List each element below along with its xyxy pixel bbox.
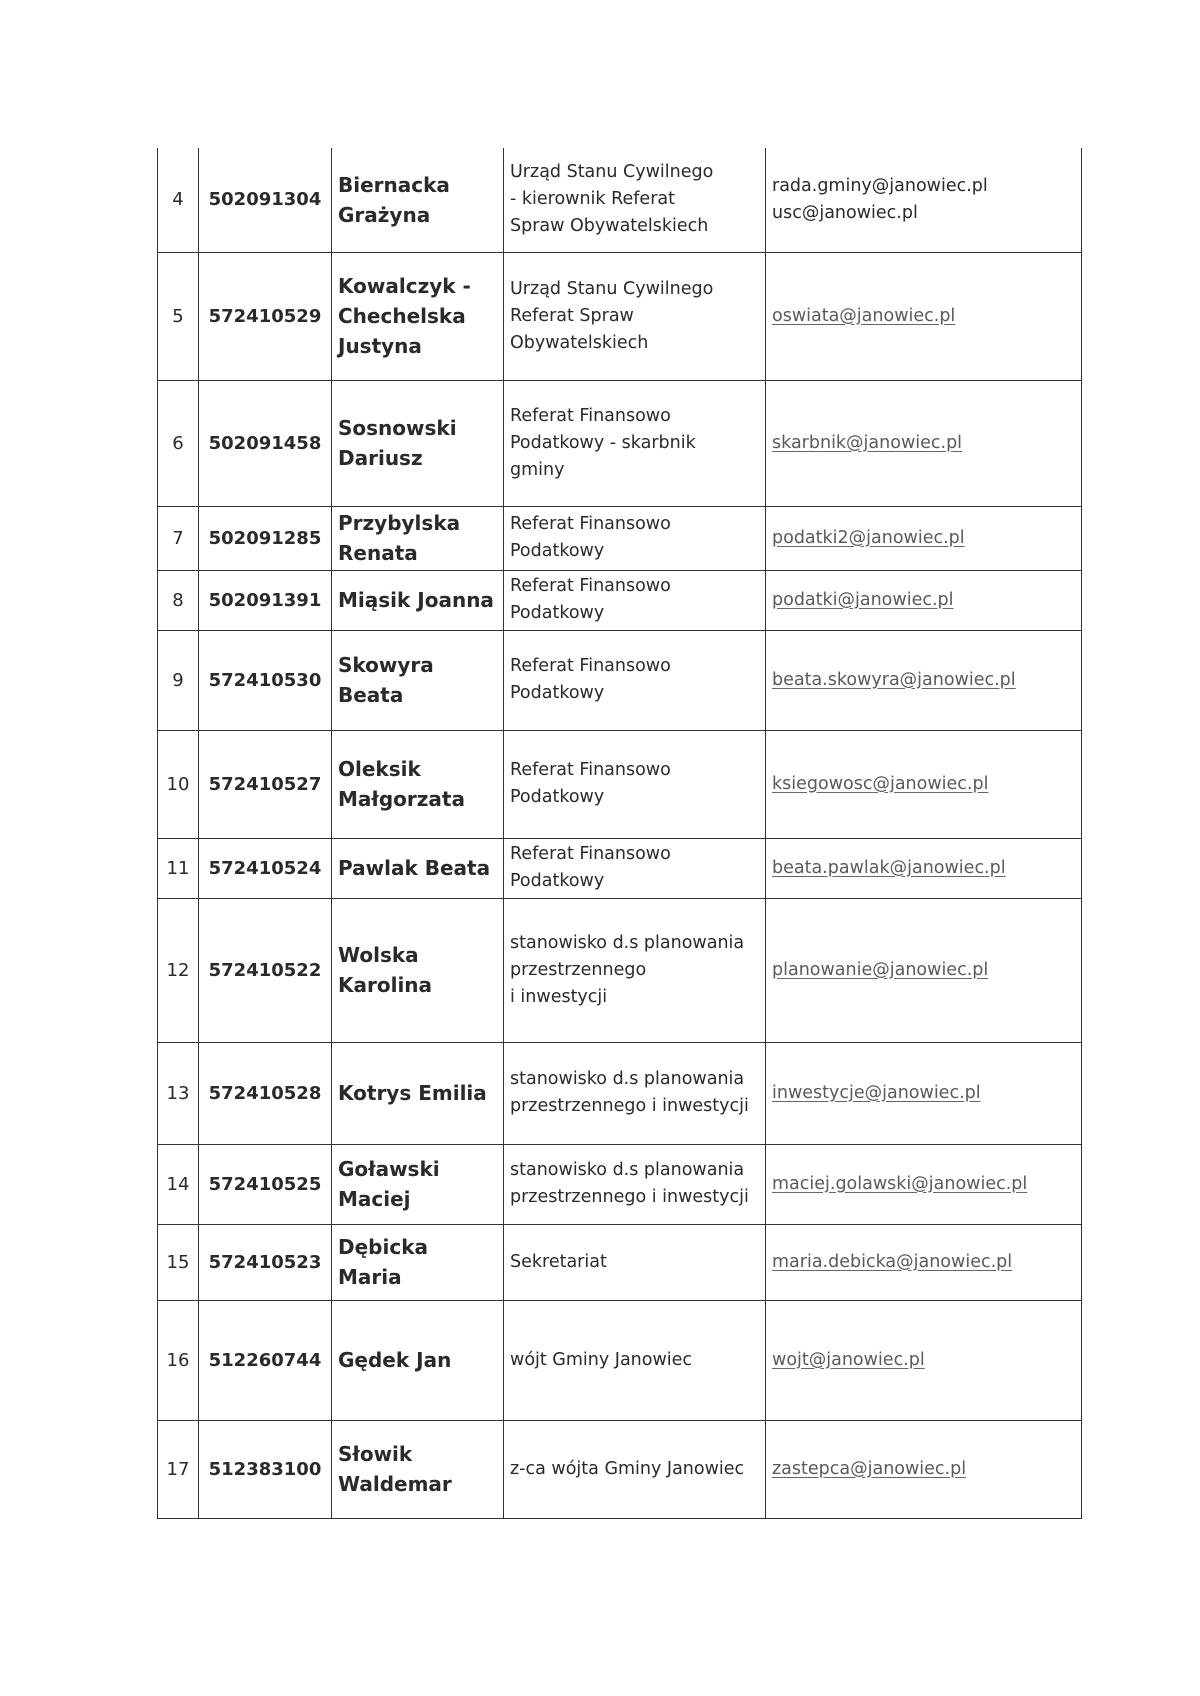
department: Sekretariat	[504, 1224, 766, 1300]
email-link[interactable]: podatki2@janowiec.pl	[772, 527, 965, 548]
employee-name: Oleksik Małgorzata	[332, 730, 504, 838]
employee-name: Miąsik Joanna	[332, 570, 504, 630]
email-address: rada.gminy@janowiec.pl	[772, 175, 988, 196]
email-cell	[766, 838, 1082, 898]
email-cell	[766, 506, 1082, 570]
department: Referat Finansowo Podatkowy	[504, 630, 766, 730]
email-link[interactable]: ksiegowosc@janowiec.pl	[772, 773, 989, 794]
row-number: 7	[158, 506, 199, 570]
email-cell	[766, 1420, 1082, 1518]
email-link[interactable]: beata.pawlak@janowiec.pl	[772, 857, 1006, 878]
employee-id: 572410530	[199, 630, 332, 730]
table-row	[158, 898, 1082, 1042]
row-number: 9	[158, 630, 199, 730]
table-row	[158, 1144, 1082, 1224]
employee-name: Gędek Jan	[332, 1300, 504, 1420]
department: Urząd Stanu Cywilnego Referat Spraw Obywatelskiech	[504, 252, 766, 380]
department: Referat Finansowo Podatkowy	[504, 730, 766, 838]
email-link[interactable]: inwestycje@janowiec.pl	[772, 1082, 981, 1103]
staff-table-body	[158, 148, 1082, 1518]
employee-name: Przybylska Renata	[332, 506, 504, 570]
employee-id: 572410525	[199, 1144, 332, 1224]
employee-id: 512260744	[199, 1300, 332, 1420]
department: stanowisko d.s planowania przestrzennego i inwestycji	[504, 1144, 766, 1224]
employee-name: Kotrys Emilia	[332, 1042, 504, 1144]
row-number: 17	[158, 1420, 199, 1518]
employee-id: 502091391	[199, 570, 332, 630]
email-link[interactable]: maria.debicka@janowiec.pl	[772, 1251, 1013, 1272]
table-row	[158, 1420, 1082, 1518]
row-number: 14	[158, 1144, 199, 1224]
row-number: 16	[158, 1300, 199, 1420]
table-row	[158, 570, 1082, 630]
email-cell	[766, 898, 1082, 1042]
email-link[interactable]: wojt@janowiec.pl	[772, 1349, 925, 1370]
email-cell	[766, 730, 1082, 838]
email-cell	[766, 630, 1082, 730]
row-number: 4	[158, 148, 199, 252]
email-link[interactable]: maciej.golawski@janowiec.pl	[772, 1173, 1028, 1194]
department: Referat Finansowo Podatkowy	[504, 506, 766, 570]
email-cell	[766, 570, 1082, 630]
employee-name: Biernacka Grażyna	[332, 148, 504, 252]
table-row	[158, 838, 1082, 898]
table-row	[158, 380, 1082, 506]
department: stanowisko d.s planowania przestrzennego i inwestycji	[504, 1042, 766, 1144]
email-link[interactable]: podatki@janowiec.pl	[772, 589, 954, 610]
email-cell	[766, 1224, 1082, 1300]
email-link[interactable]: skarbnik@janowiec.pl	[772, 432, 963, 453]
email-cell	[766, 252, 1082, 380]
employee-id: 502091304	[199, 148, 332, 252]
email-link[interactable]: zastepca@janowiec.pl	[772, 1458, 967, 1479]
row-number: 6	[158, 380, 199, 506]
email-link[interactable]: beata.skowyra@janowiec.pl	[772, 669, 1016, 690]
email-cell	[766, 148, 1082, 252]
employee-name: Sosnowski Dariusz	[332, 380, 504, 506]
row-number: 10	[158, 730, 199, 838]
employee-id: 572410529	[199, 252, 332, 380]
department: Referat Finansowo Podatkowy	[504, 570, 766, 630]
row-number: 12	[158, 898, 199, 1042]
table-row	[158, 1300, 1082, 1420]
employee-id: 502091285	[199, 506, 332, 570]
table-row	[158, 730, 1082, 838]
employee-id: 572410528	[199, 1042, 332, 1144]
employee-id: 572410524	[199, 838, 332, 898]
department: Urząd Stanu Cywilnego - kierownik Referat Spraw Obywatelskiech	[504, 148, 766, 252]
employee-id: 572410527	[199, 730, 332, 838]
department: z-ca wójta Gminy Janowiec	[504, 1420, 766, 1518]
email-cell	[766, 380, 1082, 506]
table-row	[158, 252, 1082, 380]
employee-id: 572410523	[199, 1224, 332, 1300]
employee-name: Słowik Waldemar	[332, 1420, 504, 1518]
department: Referat Finansowo Podatkowy - skarbnik gminy	[504, 380, 766, 506]
row-number: 5	[158, 252, 199, 380]
department: Referat Finansowo Podatkowy	[504, 838, 766, 898]
email-cell	[766, 1144, 1082, 1224]
table-row	[158, 1042, 1082, 1144]
row-number: 15	[158, 1224, 199, 1300]
department: wójt Gminy Janowiec	[504, 1300, 766, 1420]
employee-name: Dębicka Maria	[332, 1224, 504, 1300]
employee-name: Wolska Karolina	[332, 898, 504, 1042]
table-row	[158, 630, 1082, 730]
table-row	[158, 506, 1082, 570]
table-row	[158, 148, 1082, 252]
email-link[interactable]: planowanie@janowiec.pl	[772, 959, 989, 980]
employee-id: 512383100	[199, 1420, 332, 1518]
email-cell	[766, 1042, 1082, 1144]
row-number: 13	[158, 1042, 199, 1144]
staff-directory-table	[157, 148, 1082, 1519]
employee-name: Skowyra Beata	[332, 630, 504, 730]
employee-id: 502091458	[199, 380, 332, 506]
row-number: 8	[158, 570, 199, 630]
employee-id: 572410522	[199, 898, 332, 1042]
employee-name: Goławski Maciej	[332, 1144, 504, 1224]
email-address: usc@janowiec.pl	[772, 202, 918, 223]
employee-name: Kowalczyk - Chechelska Justyna	[332, 252, 504, 380]
email-link[interactable]: oswiata@janowiec.pl	[772, 305, 956, 326]
department: stanowisko d.s planowania przestrzennego i inwestycji	[504, 898, 766, 1042]
email-cell	[766, 1300, 1082, 1420]
employee-name: Pawlak Beata	[332, 838, 504, 898]
row-number: 11	[158, 838, 199, 898]
table-row	[158, 1224, 1082, 1300]
